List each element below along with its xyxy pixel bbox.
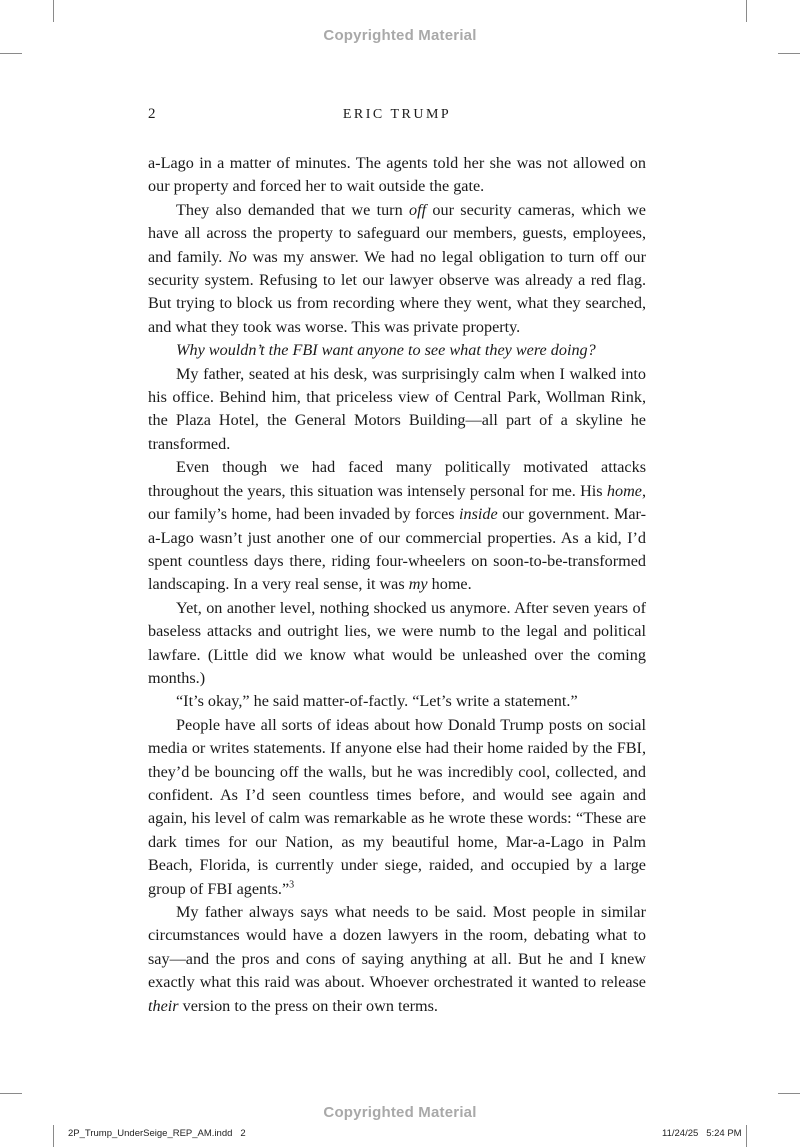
emphasis: their: [148, 996, 179, 1015]
paragraph: “It’s okay,” he said matter-of-factly. “Let’s write a statement.”: [176, 692, 578, 711]
crop-mark-top-right: [746, 0, 747, 22]
emphasis: Why wouldn’t the FBI want anyone to see what they were doing?: [176, 341, 596, 360]
paragraph: [148, 901, 646, 1018]
paragraph: a-Lago in a matter of minutes. The agents told her she was not allowed on our property and forced her to wait outside the gate.: [148, 154, 646, 196]
text-run: our security cameras, which we have all across the property to safeguard our members, guests, employees, and family.: [148, 200, 646, 266]
text-run: My father always says what needs to be said. Most people in similar circumstances would have a dozen lawyers in the room, debating what to say—and the pros and cons of saying anything at all. But he and I knew exactly what this raid was about. Whoever orchestrated it wanted to release: [148, 903, 646, 992]
page-number: 2: [148, 106, 156, 122]
crop-mark-top-left: [53, 0, 54, 22]
paragraph: [148, 199, 646, 339]
paragraph: Yet, on another level, nothing shocked us anymore. After seven years of baseless attacks and outright lies, we were numb to the legal and political lawfare. (Little did we know what would be unleashed over the coming months.): [148, 598, 646, 687]
body-text: [148, 152, 646, 1018]
text-run: Even though we had faced many politically motivated attacks throughout the years, this situation was intensely personal for me. His: [148, 458, 646, 500]
copyright-watermark-bottom: Copyrighted Material: [323, 1104, 477, 1121]
running-title: ERIC TRUMP: [342, 107, 452, 122]
emphasis: my: [408, 575, 428, 594]
text-run: People have all sorts of ideas about how Donald Trump posts on social media or writes statements. If anyone else had their home raided by the FBI, they’d be bouncing off the walls, but he was incredibly cool, collected, and confident. As I’d seen countless times before, and would see again and again, his level of calm was remarkable as he wrote these words: “These are dark times for our Nation, as my beautiful home, Mar-a-Lago in Palm Beach, Florida, is currently under siege, raided, and occupied by a large group of FBI agents.”: [148, 715, 646, 898]
text-run: , our family’s home, had been invaded by forces: [148, 481, 646, 524]
crop-mark-right-lower: [778, 1093, 800, 1094]
paragraph: [148, 456, 646, 596]
paragraph-italic: [148, 339, 646, 362]
text-run: our government. Mar-a-Lago wasn’t just another one of our commercial properties. As a kid, I’d spent countless days there, riding four-wheelers on soon-to-be-transformed landscaping. In a very real sense, it was: [148, 505, 646, 594]
text-run: They also demanded that we turn: [176, 200, 409, 219]
text-run: version to the press on their own terms.: [178, 996, 438, 1015]
footnote-marker: 3: [289, 879, 295, 891]
paragraph: My father, seated at his desk, was surprisingly calm when I walked into his office. Behind him, that priceless view of Central Park, Wollman Rink, the Plaza Hotel, the General Motors Building—all part of a skyline he transformed.: [148, 364, 646, 453]
crop-mark-right-upper: [778, 53, 800, 54]
emphasis: off: [408, 200, 427, 219]
copyright-watermark-top: Copyrighted Material: [323, 27, 477, 44]
paragraph: [148, 714, 646, 901]
crop-mark-left-lower: [0, 1093, 22, 1094]
crop-mark-bottom-left: [53, 1125, 54, 1147]
text-run: was my answer. We had no legal obligation to turn off our security system. Refusing to let our lawyer observe was already a red flag. But trying to block us from recording where they went, what they searched, and what they took was worse. This was private property.: [148, 247, 647, 336]
crop-mark-left-upper: [0, 53, 22, 54]
emphasis: No: [227, 247, 247, 266]
emphasis: inside: [459, 505, 498, 524]
slug-datetime: 11/24/25 5:24 PM: [662, 1128, 742, 1139]
crop-mark-bottom-right: [746, 1125, 747, 1147]
running-head: [148, 106, 646, 126]
emphasis: home: [606, 481, 642, 500]
text-run: home.: [427, 575, 472, 594]
slug-filename: 2P_Trump_UnderSeige_REP_AM.indd 2: [68, 1128, 246, 1139]
